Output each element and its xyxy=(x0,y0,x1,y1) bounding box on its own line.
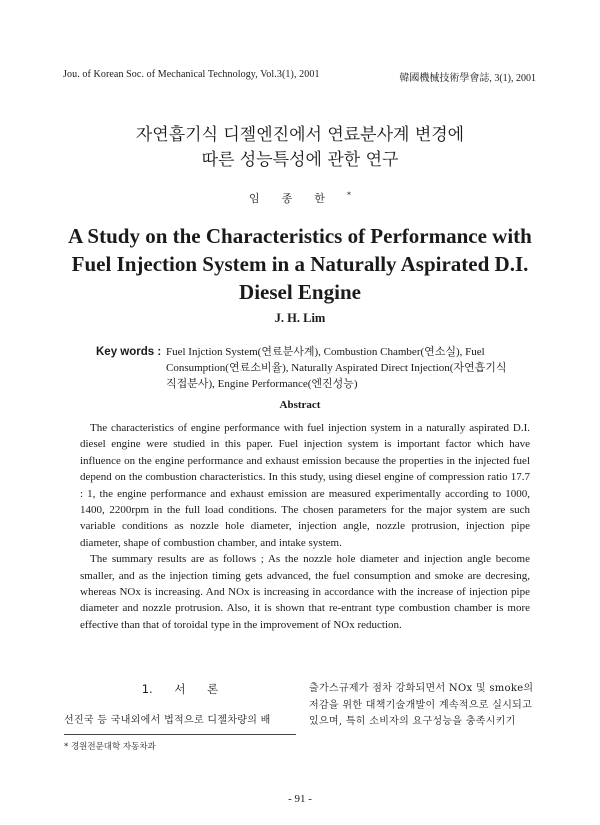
abstract-body xyxy=(80,420,530,633)
footnote-divider xyxy=(64,734,296,735)
right-column-text: 출가스규제가 점차 강화되면서 NOx 및 smoke의 저감을 위한 대책기술개발이 계속적으로 실시되고 있으며, 특히 소비자의 요구성능을 충족시키기 xyxy=(309,683,534,727)
keywords-block xyxy=(96,344,511,392)
journal-header-english: Jou. of Korean Soc. of Mechanical Technology, Vol.3(1), 2001 xyxy=(63,69,320,80)
keywords-label: Key words : xyxy=(96,346,162,358)
korean-author xyxy=(0,190,600,206)
english-title xyxy=(0,222,600,306)
korean-title xyxy=(0,123,600,173)
korean-title-line1: 자연흡기식 디젤엔진에서 연료분사계 변경에 xyxy=(135,125,465,145)
english-title-line2: Fuel Injection System in a Naturally Aspirated D.I. xyxy=(71,252,529,276)
author-footnote-mark: * xyxy=(346,190,351,200)
section-heading-introduction: 1. 서 론 xyxy=(141,682,219,696)
journal-header-korean: 韓國機械技術學會誌, 3(1), 2001 xyxy=(399,73,536,84)
english-title-line3: Diesel Engine xyxy=(239,280,361,304)
english-title-line1: A Study on the Characteristics of Performance with xyxy=(68,224,532,248)
korean-title-line2: 따른 성능특성에 관한 연구 xyxy=(201,150,399,170)
abstract-paragraph-2: The summary results are as follows ; As the nozzle hole diameter and injection angle become smaller, and as the injection timing gets advanced, the fuel consumption and smoke are decresing, whereas NOx is increasing. And NOx is increasing in accordance with the increase of injection pipe diameter and nozzle protrusion. Also, it is shown that re-entrant type combustion chamber is more effective than that of toroidal type in the improvement of NOx reduction. xyxy=(80,553,530,631)
keywords-text: Fuel Injction System(연료분사계), Combustion Chamber(연소실), Fuel Consumption(연료소비율), Naturally Aspirated Direct Injection(자연흡기식 직접분사), Engine Performance(엔진성능) xyxy=(166,346,507,390)
abstract-heading: Abstract xyxy=(279,399,321,411)
english-author: J. H. Lim xyxy=(274,311,326,325)
author-affiliation-footnote: * 경원전문대학 자동차과 xyxy=(64,742,156,752)
abstract-paragraph-1: The characteristics of engine performance with fuel injection system in a naturally aspirated D.I. diesel engine were studied in this paper. Fuel injection system is important factor which have influence on the engine performance and exhaust emission because the properties in the injected fuel depend on the combustion characteristics. In this study, using diesel engine of compression ratio 17.7 : 1, the engine performance and exhaust emission are measured experimentally according to 1000, 1400, 2200rpm in the full load conditions. The chosen parameters for the major system are such variable conditions as nozzle hole diameter, injection angle, nozzle protrusion, injection pipe diameter, shape of combustion chamber, and intake system. xyxy=(80,422,530,549)
page-number: - 91 - xyxy=(288,793,312,805)
korean-author-name: 임종한 xyxy=(249,192,347,205)
left-column xyxy=(64,681,296,729)
left-column-text: 선진국 등 국내외에서 법적으로 디젤차량의 배 xyxy=(64,715,271,726)
